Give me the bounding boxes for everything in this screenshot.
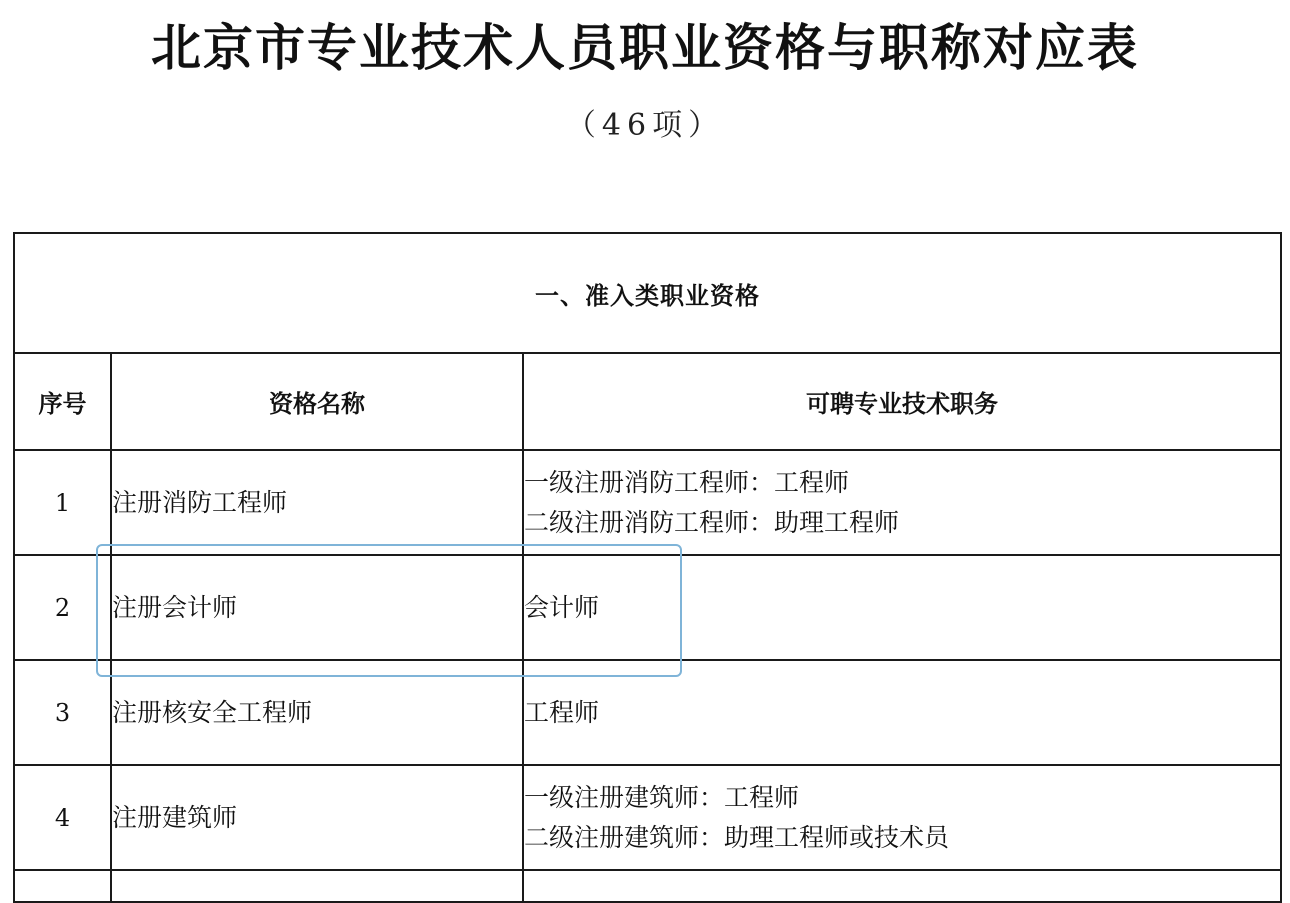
partial-cell [523,870,1281,902]
row-index: 2 [14,555,111,660]
row-post [523,765,1281,870]
header-name: 资格名称 [111,353,523,450]
header-index: 序号 [14,353,111,450]
post-line: 二级注册消防工程师：助理工程师 [524,507,900,537]
header-post: 可聘专业技术职务 [523,353,1281,450]
column-header-row [14,353,1281,450]
row-post [523,660,1281,765]
table-row [14,450,1281,555]
post-line: 一级注册消防工程师：工程师 [524,467,850,497]
row-qualification-name: 注册会计师 [111,555,523,660]
table-row [14,765,1281,870]
row-qualification-name: 注册建筑师 [111,765,523,870]
post-line: 会计师 [524,592,600,622]
section-header-row [14,233,1281,353]
row-qualification-name: 注册消防工程师 [111,450,523,555]
section-title: 一、准入类职业资格 [14,233,1281,353]
row-post [523,555,1281,660]
post-line: 工程师 [524,697,600,727]
partial-cell [111,870,523,902]
row-index: 4 [14,765,111,870]
post-line: 一级注册建筑师：工程师 [524,782,800,812]
row-index: 1 [14,450,111,555]
row-index: 3 [14,660,111,765]
qualification-table [13,232,1282,903]
table-row [14,660,1281,765]
partial-cell [14,870,111,902]
row-qualification-name: 注册核安全工程师 [111,660,523,765]
table-row-partial [14,870,1281,902]
document-subtitle: （46项） [565,108,725,143]
document-title: 北京市专业技术人员职业资格与职称对应表 [151,19,1139,77]
table-row [14,555,1281,660]
post-line: 二级注册建筑师：助理工程师或技术员 [524,822,950,852]
row-post [523,450,1281,555]
